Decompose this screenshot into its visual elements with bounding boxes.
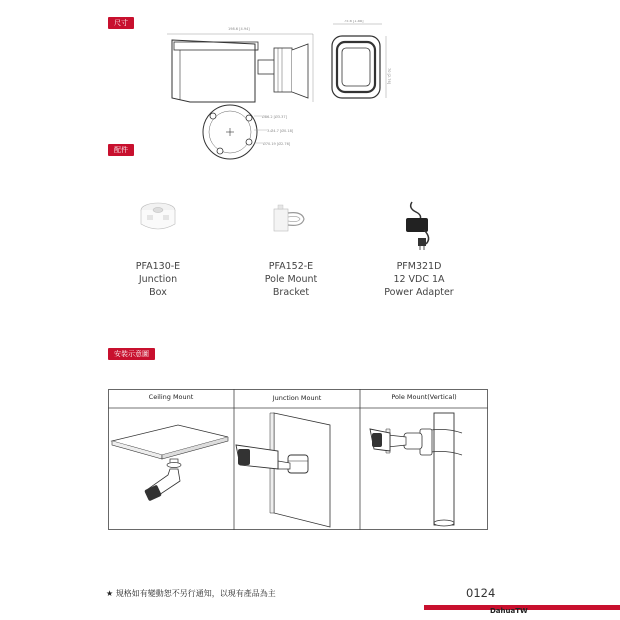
junction-box-image [138, 200, 178, 236]
pole-mount-bracket-image [272, 203, 310, 235]
junction-mount-illustration [236, 413, 330, 527]
dim-width-label: 75.6 [1.88] [344, 20, 364, 23]
header-ceiling-mount: Ceiling Mount [148, 393, 194, 401]
ceiling-mount-illustration [112, 425, 228, 501]
pole-mount-illustration [370, 413, 462, 526]
accessory-model: PFA130-E [135, 261, 181, 272]
page-number: 0124 [466, 586, 496, 600]
accessory-desc-line2: Power Adapter [384, 287, 454, 298]
dim-d1-label: Ø86.2 [Ø3.37] [262, 115, 287, 119]
section-tag-dimensions: 尺寸 [108, 17, 134, 29]
section-tag-installation: 安裝示意圖 [108, 348, 155, 360]
dim-d2-label: 3-Ø4.7 [Ø0.18] [267, 129, 294, 133]
footer-note [106, 588, 276, 599]
accessory-power-adapter [369, 260, 469, 299]
accessory-model: PFA152-E [268, 261, 314, 272]
power-adapter-image [398, 200, 440, 250]
accessory-pole-mount [241, 260, 341, 299]
brand-name: DahuaTW [490, 607, 528, 615]
installation-table-frame [108, 389, 488, 530]
accessory-model: PFM321D [396, 261, 442, 272]
accessory-desc-line2: Box [149, 287, 167, 298]
dim-height-label: 70 [2.76] [387, 68, 391, 85]
accessory-desc-line1: 12 VDC 1A [393, 274, 445, 285]
star-icon: ★ [106, 589, 114, 598]
accessory-desc-line1: Pole Mount [264, 274, 318, 285]
dimension-drawing [150, 20, 410, 160]
accessory-junction-box [108, 260, 208, 299]
accessory-desc-line1: Junction [138, 274, 178, 285]
header-junction-mount: Junction Mount [272, 394, 322, 402]
dim-length-label: 198.6 [4.94] [228, 27, 250, 31]
header-pole-mount: Pole Mount(Vertical) [391, 393, 457, 401]
accessory-desc-line2: Bracket [272, 287, 310, 298]
installation-table [108, 389, 488, 530]
footer-note-text: 規格如有變動恕不另行通知，以現有產品為主 [115, 589, 276, 598]
dim-d3-label: Ø70.19 [Ø2.76] [263, 142, 291, 146]
section-tag-accessories: 配件 [108, 144, 134, 156]
